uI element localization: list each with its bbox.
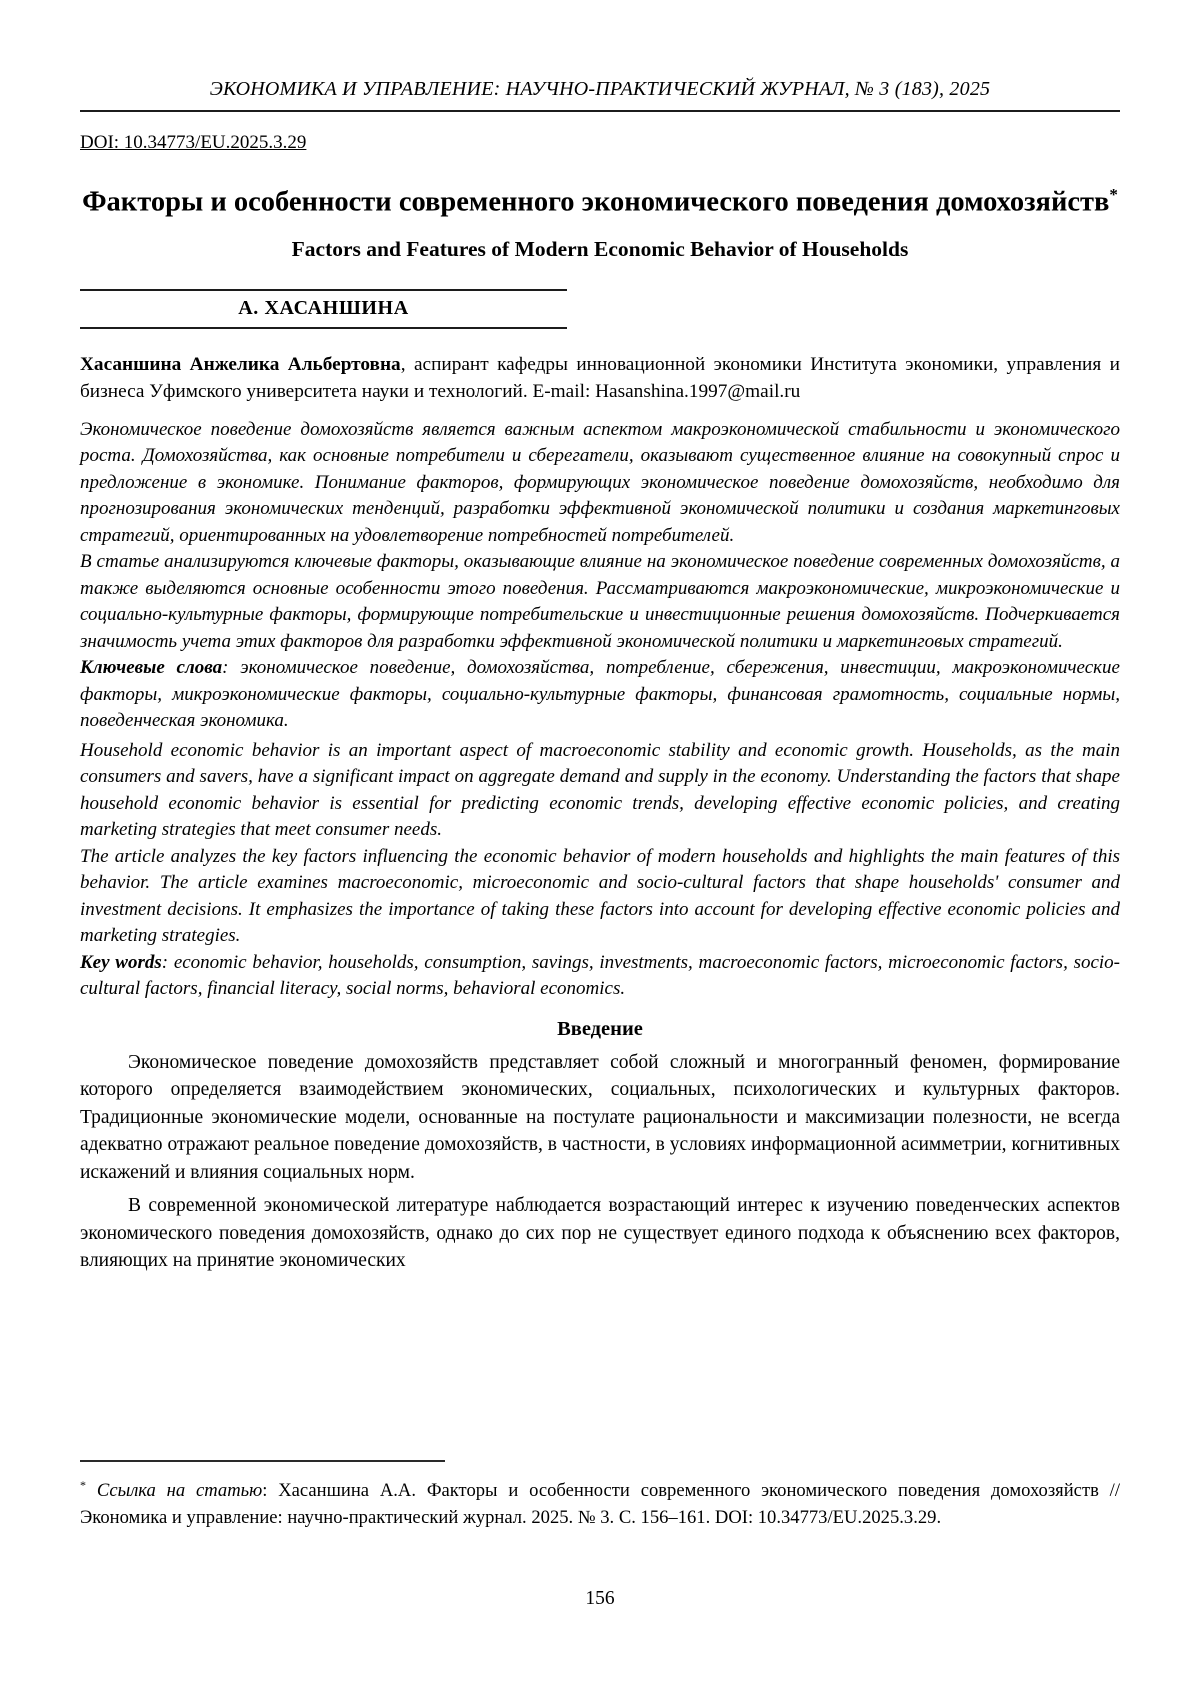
author-bio bbox=[80, 351, 1120, 405]
abstract-ru-paragraph-1: Экономическое поведение домохозяйств является важным аспектом макроэкономической стабильности и экономического роста. Домохозяйства, как основные потребители и сберегатели, оказывают существенное влияние на совокупный спрос и предложение в экономике. Понимание факторов, формирующих экономическое поведение домохозяйств, необходимо для прогнозирования экономических тенденций, разработки эффективной экономической политики и создания маркетинговых стратегий, ориентированных на удовлетворение потребностей потребителей. bbox=[80, 418, 1120, 546]
article-title-ru-text: Факторы и особенности современного экономического поведения домохозяйств bbox=[82, 186, 1110, 218]
article-title-en: Factors and Features of Modern Economic Behavior of Households bbox=[291, 236, 909, 261]
footnote-label: Ссылка на статью bbox=[96, 1480, 263, 1502]
section-heading-introduction: Введение bbox=[557, 1017, 643, 1040]
intro-paragraph-2: В современной экономической литературе наблюдается возрастающий интерес к изучению поведенческих аспектов экономического поведения домохозяйств, однако до сих пор не существует единого подхода к объяснению всех факторов, влияющих на принятие экономических bbox=[80, 1195, 1120, 1271]
keywords-ru-label: Ключевые слова bbox=[80, 657, 223, 678]
author-bio-text: , аспирант кафедры инновационной экономики Института экономики, управления и бизнеса Уфимского университета науки и технологий. E-mail: Hasanshina.1997@mail.ru bbox=[80, 353, 1120, 402]
abstract-en-paragraph-1: Household economic behavior is an important aspect of macroeconomic stability and economic growth. Households, as the main consumers and savers, have a significant impact on aggregate demand and supply in the economy. Understanding the factors that shape household economic behavior is essential for predicting economic trends, developing effective economic policies, and creating marketing strategies that meet consumer needs. bbox=[80, 739, 1120, 840]
keywords-ru-text: : экономическое поведение, домохозяйства, потребление, сбережения, инвестиции, макроэкономические факторы, микроэкономические факторы, социально-культурные факторы, финансовая грамотность, социальные нормы, поведенческая экономика. bbox=[80, 657, 1120, 731]
footnote-marker: * bbox=[80, 1478, 86, 1492]
keywords-en-label: Key words bbox=[80, 951, 162, 973]
running-header: ЭКОНОМИКА И УПРАВЛЕНИЕ: НАУЧНО-ПРАКТИЧЕСКИЙ ЖУРНАЛ, № 3 (183), 2025 bbox=[209, 78, 991, 100]
doi-row bbox=[80, 132, 1120, 154]
keywords-ru bbox=[80, 655, 1120, 735]
title-footnote-marker: * bbox=[1109, 185, 1118, 204]
footnote-area bbox=[80, 1460, 1120, 1531]
page-number: 156 bbox=[585, 1588, 615, 1609]
abstract-en-paragraph-2: The article analyzes the key factors influencing the economic behavior of modern households and highlights the main features of this behavior. The article examines macroeconomic, microeconomic and socio-cultural factors that shape households' consumer and investment decisions. It emphasizes the importance of taking these factors into account for developing effective economic policies and marketing strategies. bbox=[80, 845, 1120, 946]
keywords-en bbox=[80, 950, 1120, 1003]
footnote-text: : Хасаншина А.А. Факторы и особенности современного экономического поведения домохозяйств // Экономика и управление: научно-практический журнал. 2025. № 3. С. 156–161. DOI: 10.34773/EU.2025.3.29. bbox=[80, 1480, 1120, 1529]
keywords-en-text: : economic behavior, households, consumption, savings, investments, macroeconomic factors, microeconomic factors, socio-cultural factors, financial literacy, social norms, behavioral economics. bbox=[80, 951, 1121, 999]
abstract-ru-paragraph-2: В статье анализируются ключевые факторы, оказывающие влияние на экономическое поведение современных домохозяйств, а также выделяются основные особенности этого поведения. Рассматриваются макроэкономические, микроэкономические и социально-культурные факторы, формирующие потребительские и инвестиционные решения домохозяйств. Подчеркивается значимость учета этих факторов для разработки эффективной экономической политики и маркетинговых стратегий. bbox=[80, 551, 1120, 652]
author-full-name: Хасаншина Анжелика Альбертовна bbox=[80, 353, 401, 375]
article-title-ru bbox=[80, 176, 1120, 221]
abstract-en bbox=[80, 738, 1120, 1003]
abstract-ru bbox=[80, 417, 1120, 735]
author-name: А. ХАСАНШИНА bbox=[238, 296, 409, 319]
footnote bbox=[80, 1472, 1120, 1531]
intro-paragraph-1: Экономическое поведение домохозяйств представляет собой сложный и многогранный феномен, формирование которого определяется взаимодействием экономических, социальных, психологических и культурных факторов. Традиционные экономические модели, основанные на постулате рациональности и максимизации полезности, не всегда адекватно отражают реальное поведение домохозяйств, в частности, в условиях информационной асимметрии, когнитивных искажений и влияния социальных норм. bbox=[80, 1051, 1120, 1183]
header-divider bbox=[80, 110, 1120, 112]
author-box bbox=[80, 289, 567, 329]
footnote-separator bbox=[80, 1460, 445, 1462]
doi-link[interactable]: DOI: 10.34773/EU.2025.3.29 bbox=[80, 132, 307, 153]
